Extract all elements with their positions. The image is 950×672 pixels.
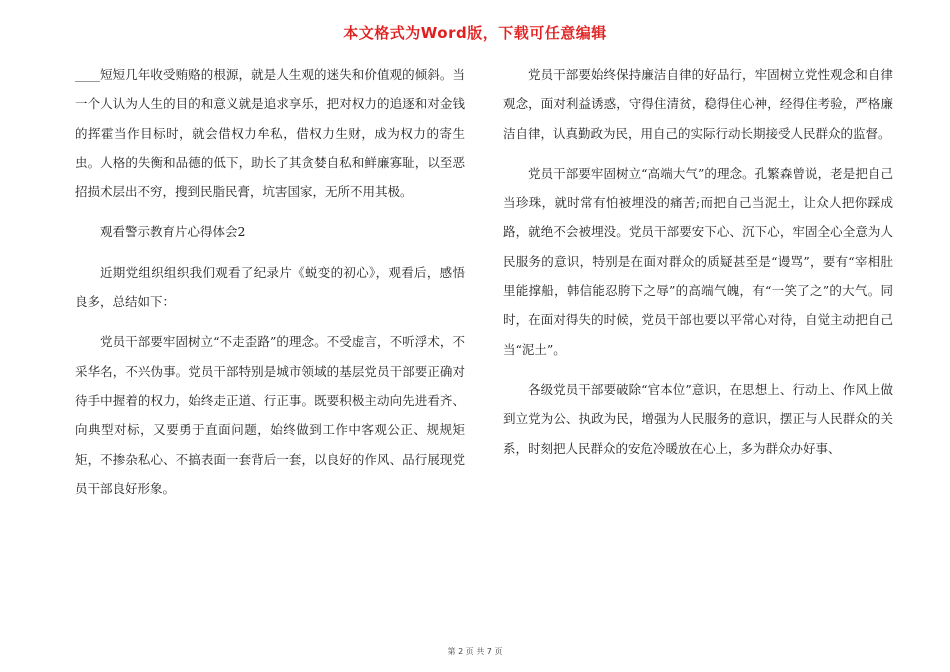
right-text-column xyxy=(503,60,893,474)
section-heading: 观看警示教育片心得体会2 xyxy=(100,224,246,240)
paragraph-official-rank: 各级党员干部要破除“官本位”意识，在思想上、行动上、作风上做到立党为公、执政为民，增强为人民服务的意识，摆正与人民群众的关系，时刻把人民群众的安危冷暖放在心上，多为群众办好事、 xyxy=(503,381,893,456)
paragraph-bribery-roots: ____短短几年收受贿赂的根源，就是人生观的迷失和价值观的倾斜。当一个人认为人生的目的和意义就是追求享乐，把对权力的追逐和对金钱的挥霍当作目标时，就会借权力牟私，借权力生财，成为权力的寄生虫。人格的失衡和品德的低下，助长了其贪婪自私和鲜廉寡耻，以至恶招损术层出不穷，搜到民脂民膏，坑害国家，无所不用其极。 xyxy=(75,67,465,200)
paragraph-integrity: 党员干部要始终保持廉洁自律的好品行，牢固树立党性观念和自律观念，面对利益诱惑，守得住清贫，稳得住心神，经得住考验，严格廉洁自律，认真勤政为民，用自己的实际行动长期接受人民群众的监督。 xyxy=(503,67,893,141)
left-text-column xyxy=(75,60,465,514)
paragraph-broad-mind: 党员干部要牢固树立“高端大气”的理念。孔繁森曾说，老是把自己当珍珠，就时常有怕被埋没的痛苦;而把自己当泥土，让众人把你踩成路，就绝不会被埋没。党员干部要安下心、沉下心，牢固全心全意为人民服务的意识，特别是在面对群众的质疑甚至是“谩骂”，要有“宰相肚里能撑船，韩信能忍胯下之辱”的高端气魄，有“一笑了之”的大气。同时，在面对得失的时候，党员干部也要以平常心对待，自觉主动把自己当“泥土”。 xyxy=(503,165,893,357)
paragraph-no-crooked-road: 党员干部要牢固树立“不走歪路”的理念。不受虚言，不听浮术，不采华名，不兴伪事。党员干部特别是城市领域的基层党员干部要正确对待手中握着的权力，始终走正道、行正事。既要积极主动向先进看齐、向典型对标，又要勇于直面问题，始终做到工作中客观公正、规规矩矩，不掺杂私心、不搞表面一套背后一套，以良好的作风、品行展现党员干部良好形象。 xyxy=(75,334,465,496)
paragraph-intro: 近期党组织组织我们观看了纪录片《蜕变的初心》，观看后，感悟良多，总结如下： xyxy=(75,264,465,310)
page-number: 第 2 页 共 7 页 xyxy=(447,647,503,656)
word-format-banner: 本文格式为Word版，下载可任意编辑 xyxy=(343,24,607,42)
